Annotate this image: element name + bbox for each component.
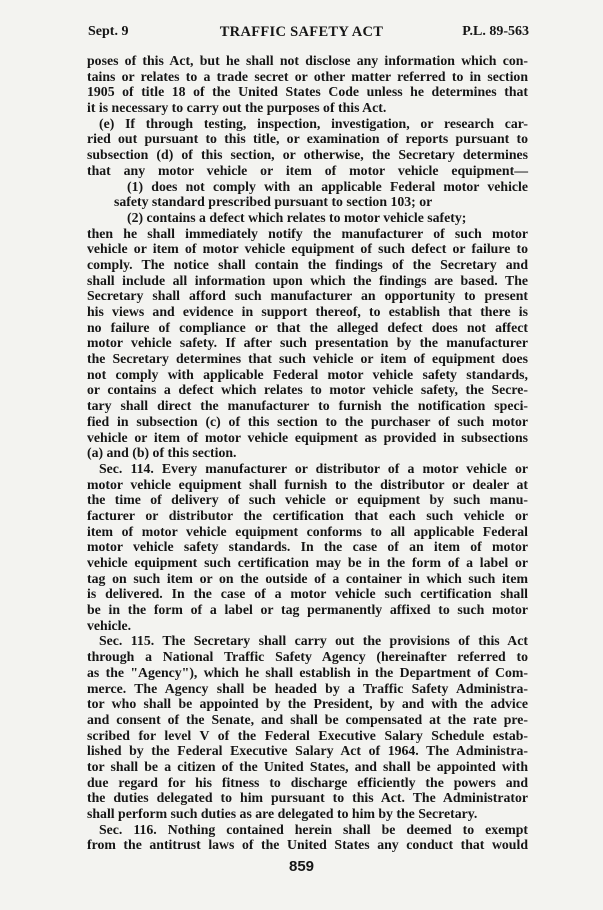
text-line: Secretary shall afford such manufacturer an opportunity to present [87, 288, 528, 304]
text-line: tor who shall be appointed by the President, by and with the advice [87, 696, 528, 712]
text-line: shall perform such duties as are delegated to him by the Secretary. [87, 806, 478, 821]
text-line: facturer or distributor the certification that each such vehicle or [87, 507, 528, 523]
text-line: vehicle. [87, 617, 132, 633]
text-line: 1905 of title 18 of the United States Code unless he determines that [87, 84, 528, 100]
page-number: 859 [288, 858, 315, 875]
text-line: or contains a defect which relates to motor vehicle safety, the Secre- [87, 382, 528, 398]
text-line: tains or relates to a trade secret or other matter referred to in section [87, 68, 528, 84]
text-line: no failure of compliance or that the alleged defect does not affect [87, 319, 528, 335]
header-title: TRAFFIC SAFETY ACT [219, 24, 384, 40]
header-public-law: P.L. 89-563 [462, 24, 529, 39]
text-line: subsection (d) of this section, or otherwise, the Secretary determines [87, 147, 528, 163]
text-line: is delivered. In the case of a motor vehicle such certification shall [87, 586, 528, 602]
text-line: vehicle or item of motor vehicle equipment as provided in subsections [87, 429, 528, 445]
text-line: scribed for level V of the Federal Executive Salary Schedule estab- [87, 727, 528, 743]
text-line: tag on such item or on the outside of a container in which such item [87, 570, 528, 586]
text-line: shall include all information upon which the findings are based. The [87, 272, 528, 288]
header-date: Sept. 9 [88, 24, 129, 39]
text-line: and consent of the Senate, and shall be compensated at the rate pre- [87, 711, 528, 727]
text-line: tor shall be a citizen of the United States, and shall be appointed with [87, 758, 528, 774]
text-line: (a) and (b) of this section. [87, 445, 237, 461]
text-line: then he shall immediately notify the manufacturer of such motor [87, 225, 528, 241]
document-body [87, 53, 528, 853]
text-line: Sec. 115. The Secretary shall carry out the provisions of this Act [99, 633, 528, 649]
text-line: vehicle equipment such certification may be in the form of a label or [87, 555, 528, 570]
text-line: the duties delegated to him pursuant to this Act. The Administrator [87, 790, 528, 806]
text-line: the Secretary determines that such vehicle or item of equipment does [87, 351, 528, 367]
text-line: due regard for his fitness to discharge efficiently the powers and [87, 774, 528, 790]
text-line: ried out pursuant to this title, or examination of reports pursuant to [87, 131, 528, 147]
text-line: his views and evidence in support thereof, to establish that there is [87, 304, 528, 319]
text-line: motor vehicle safety. If after such presentation by the manufacturer [87, 335, 528, 351]
text-line: through a National Traffic Safety Agency (hereinafter referred to [87, 649, 528, 665]
text-line: tary shall direct the manufacturer to furnish the notification speci- [87, 398, 528, 414]
text-line: fied in subsection (c) of this section to the purchaser of such motor [87, 413, 528, 429]
text-line: poses of this Act, but he shall not disclose any information which con- [87, 53, 528, 68]
text-line: merce. The Agency shall be headed by a Traffic Safety Administra- [87, 680, 528, 696]
text-line: lished by the Federal Executive Salary Act of 1964. The Administra- [87, 743, 528, 759]
text-line: vehicle or item of motor vehicle equipment of such defect or failure to [87, 241, 528, 257]
text-line: be in the form of a label or tag permanently affixed to such motor [87, 602, 528, 618]
text-line: item of motor vehicle equipment conforms to all applicable Federal [87, 523, 528, 539]
text-line: (e) If through testing, inspection, investigation, or research car- [99, 115, 528, 131]
text-line: motor vehicle safety standards. In the case of an item of motor [87, 539, 528, 555]
text-line: Sec. 116. Nothing contained herein shall be deemed to exempt [99, 821, 528, 837]
text-line: it is necessary to carry out the purposes of this Act. [87, 100, 387, 116]
text-line: (1) does not comply with an applicable Federal motor vehicle [127, 178, 528, 194]
text-line: that any motor vehicle or item of motor vehicle equipment— [87, 162, 528, 178]
text-line: Sec. 114. Every manufacturer or distributor of a motor vehicle or [99, 460, 528, 476]
text-line: the time of delivery of such vehicle or equipment by such manu- [87, 492, 528, 508]
text-line: motor vehicle equipment shall furnish to the distributor or dealer at [87, 476, 528, 492]
text-line: (2) contains a defect which relates to motor vehicle safety; [127, 209, 467, 225]
text-line: comply. The notice shall contain the findings of the Secretary and [87, 256, 528, 272]
text-line: as the "Agency"), which he shall establish in the Department of Com- [87, 664, 528, 680]
text-line: safety standard prescribed pursuant to section 103; or [114, 194, 433, 210]
text-line: from the antitrust laws of the United States any conduct that would [87, 837, 528, 853]
text-line: not comply with applicable Federal motor vehicle safety standards, [87, 366, 528, 382]
